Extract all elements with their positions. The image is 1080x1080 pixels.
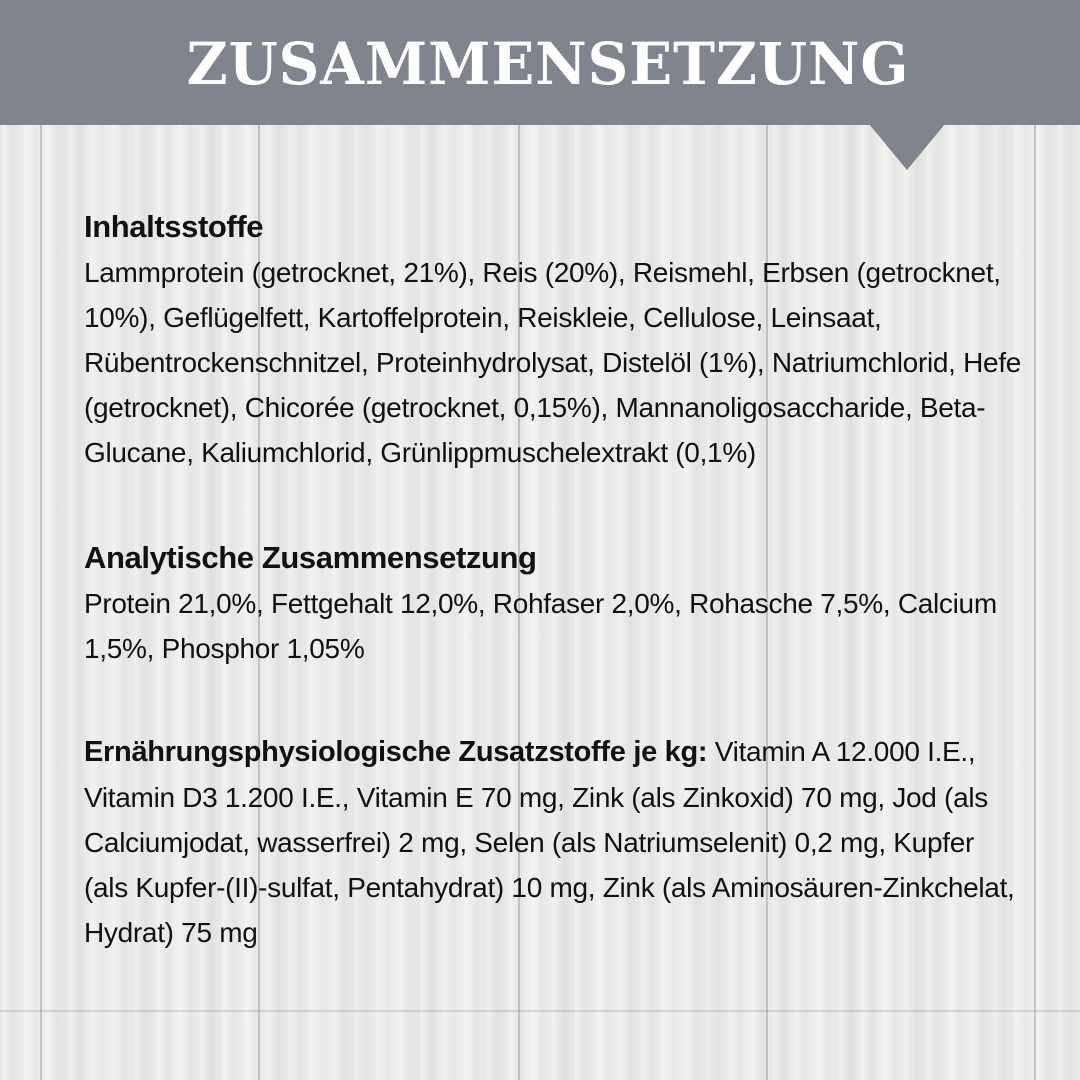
ingredients-heading: Inhaltsstoffe: [84, 209, 264, 244]
analytical-text: Protein 21,0%, Fettgehalt 12,0%, Rohfaser 2,0%, Rohasche 7,5%, Calcium 1,5%, Phosphor 1,05%: [84, 588, 997, 664]
additives-section: [84, 729, 1024, 955]
additives-paragraph: [84, 729, 1024, 955]
analytical-heading: Analytische Zusammensetzung: [84, 540, 537, 575]
page-title: ZUSAMMENSETZUNG: [186, 30, 910, 98]
header-arrow-pointer: [869, 124, 945, 170]
additives-heading: Ernährungsphysiologische Zusatzstoffe je kg:: [84, 736, 708, 768]
composition-content: [84, 204, 1024, 955]
ingredients-section: [84, 204, 1024, 475]
ingredients-text: Lammprotein (getrocknet, 21%), Reis (20%), Reismehl, Erbsen (getrocknet, 10%), Geflügelfett, Kartoffelprotein, Reiskleie, Cellulose, Leinsaat, Rübentrockenschnitzel, Proteinhydrolysat, Distelöl (1%), Natriumchlorid, Hefe (getrocknet), Chicorée (getrocknet, 0,15%), Mannanoligosaccharide, Beta-Glucane, Kaliumchlorid, Grünlippmuschelextrakt (0,1%): [84, 257, 1022, 468]
additives-text: Vitamin A 12.000 I.E., Vitamin D3 1.200 I.E., Vitamin E 70 mg, Zink (als Zinkoxid) 70 mg, Jod (als Calciumjodat, wasserfrei) 2 mg, Selen (als Natriumselenit) 0,2 mg, Kupfer (als Kupfer-(II)-sulfat, Pentahydrat) 10 mg, Zink (als Aminosäuren-Zinkchelat, Hydrat) 75 mg: [84, 736, 1015, 948]
analytical-section: [84, 535, 1024, 671]
plank-seam: [40, 0, 42, 1080]
plank-seam: [1034, 0, 1036, 1080]
plank-cross-seam: [0, 1010, 1080, 1012]
